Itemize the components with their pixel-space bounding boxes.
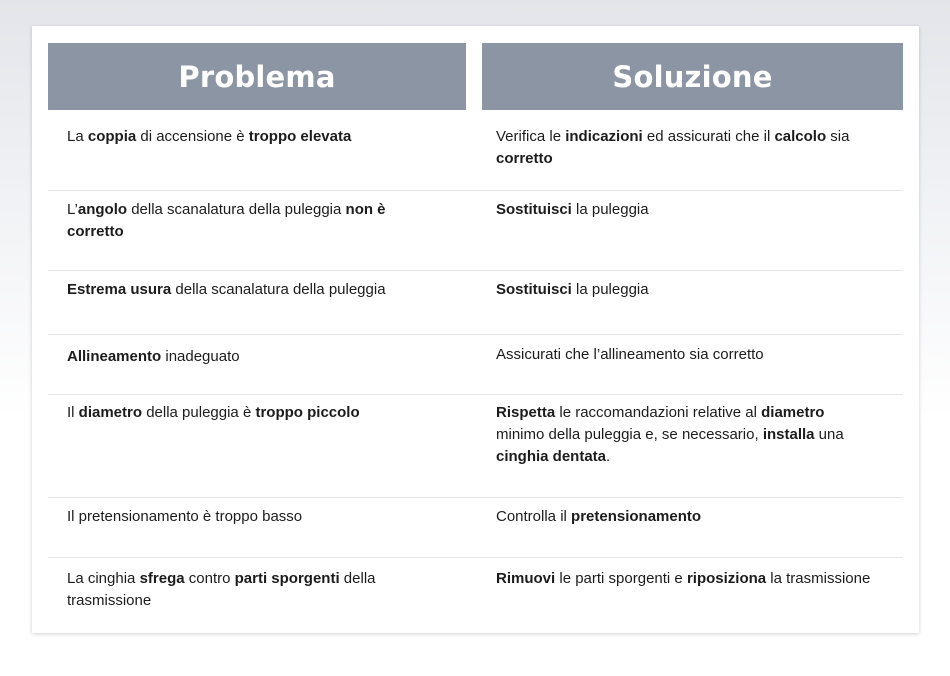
bold-text: calcolo	[774, 128, 827, 145]
bold-text: troppo elevata	[248, 128, 352, 145]
bold-text: angolo	[77, 201, 128, 218]
bold-text: cinghia dentata	[496, 448, 607, 465]
solution-cell: Sostituisci la puleggia	[496, 281, 649, 298]
bold-text: corretto	[496, 150, 553, 167]
bold-text: diametro	[78, 404, 143, 421]
troubleshooting-table	[32, 26, 919, 633]
bold-text: indicazioni	[565, 128, 643, 145]
problem-cell: Il pretensionamento è troppo basso	[67, 508, 303, 525]
table-body	[48, 110, 903, 622]
bold-text: sfrega	[139, 570, 185, 587]
solution-cell: Sostituisci la puleggia	[496, 201, 649, 218]
problem-cell: Estrema usura della scanalatura della puleggia	[67, 281, 386, 298]
table-row	[48, 498, 903, 558]
table-row	[48, 558, 903, 622]
bold-text: Estrema usura	[67, 281, 172, 298]
bold-text: coppia	[87, 128, 137, 145]
bold-text: Sostituisci	[496, 201, 572, 218]
header-problem: Problema	[48, 43, 466, 110]
solution-cell: Controlla il pretensionamento	[496, 508, 702, 525]
bold-text: Rimuovi	[496, 570, 556, 587]
bold-text: pretensionamento	[571, 508, 702, 525]
bold-text: troppo piccolo	[255, 404, 360, 421]
bold-text: Allineamento	[67, 348, 162, 365]
solution-cell: Assicurati che l’allineamento sia corretto	[496, 346, 764, 363]
bold-text: diametro	[761, 404, 825, 421]
problem-cell: L’angolo della scanalatura della puleggia non è corretto	[67, 201, 386, 240]
bold-text: non è corretto	[67, 201, 386, 240]
table-row	[48, 110, 903, 191]
solution-cell: Rimuovi le parti sporgenti e riposiziona la trasmissione	[496, 570, 871, 587]
bold-text: Rispetta	[496, 404, 556, 421]
problem-cell: Il diametro della puleggia è troppo piccolo	[67, 404, 360, 421]
bold-text: installa	[762, 426, 815, 443]
bold-text: Sostituisci	[496, 281, 572, 298]
problem-cell: La cinghia sfrega contro parti sporgenti della trasmissione	[67, 570, 376, 609]
solution-cell: Verifica le indicazioni ed assicurati che il calcolo sia corretto	[496, 128, 850, 167]
problem-cell: Allineamento inadeguato	[67, 348, 240, 365]
problem-cell: La coppia di accensione è troppo elevata	[67, 128, 352, 145]
solution-cell: Rispetta le raccomandazioni relative al diametro minimo della puleggia e, se necessario, installa una cinghia dentata.	[496, 404, 844, 465]
table-row	[48, 335, 903, 395]
table-row	[48, 395, 903, 498]
table-row	[48, 191, 903, 271]
bold-text: parti sporgenti	[234, 570, 340, 587]
header-solution: Soluzione	[482, 43, 903, 110]
table-row	[48, 271, 903, 335]
bold-text: riposiziona	[686, 570, 767, 587]
